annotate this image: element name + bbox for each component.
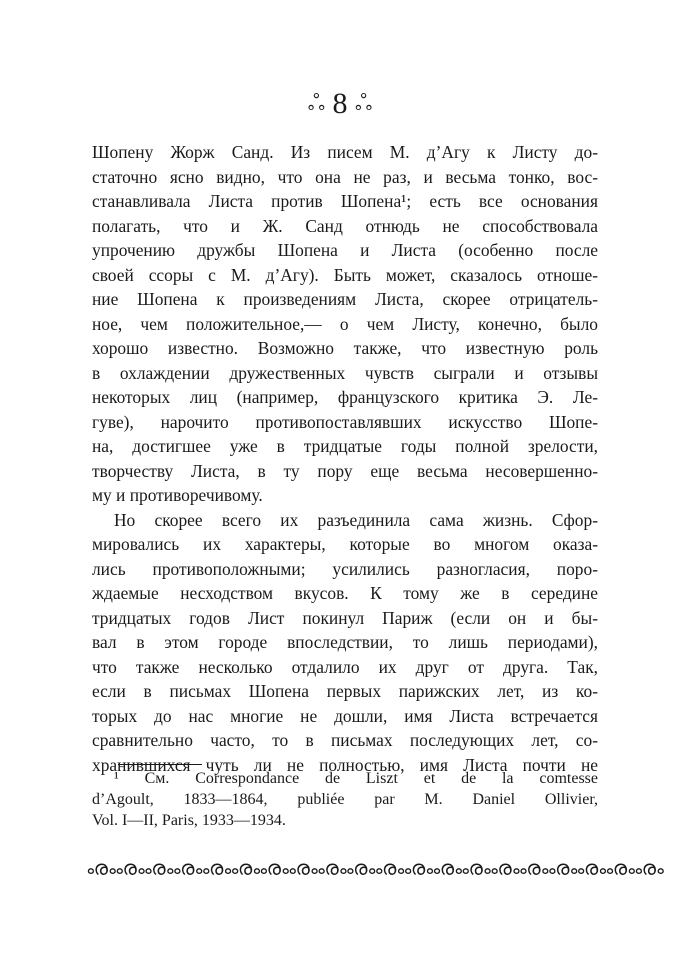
text-line: Но скорее всего их разъединила сама жизнь. Сфор- <box>114 509 598 530</box>
footnote-block <box>92 768 598 831</box>
page-number: 8 <box>332 87 348 120</box>
page-number-header <box>0 86 680 121</box>
text-line: ное, чем положительное,— о чем Листу, конечно, было <box>92 313 598 334</box>
text-line: хранившихся чуть ли не полностью, имя Листа почти не <box>92 754 598 775</box>
text-line: станавливала Листа против Шопена¹; есть все основания <box>92 191 598 211</box>
text-line: своей ссоры с М. д’Агу). Быть может, сказалось отноше- <box>92 264 598 285</box>
right-ornament-icon: ஃ <box>355 90 373 115</box>
text-line: ние Шопена к произведениям Листа, скорее отрицатель- <box>92 289 598 309</box>
text-line: вал в этом городе впоследствии, то лишь периодами), <box>92 632 598 652</box>
left-ornament-icon: ஃ <box>307 90 325 115</box>
text-line: на, достигшее уже в тридцатые годы полной зрелости, <box>92 436 598 456</box>
text-line: некоторых лиц (например, французского критика Э. Ле- <box>92 387 598 407</box>
bottom-ornament-border: ൟൟൟൟൟൟൟൟൟൟൟൟൟൟൟൟൟൟൟൟ <box>86 858 663 880</box>
text-line: гуве), нарочито противопоставлявших искусство Шопе- <box>92 411 598 432</box>
text-line: тридцатых годов Лист покинул Париж (если он и бы- <box>92 607 598 628</box>
text-line: если в письмах Шопена первых парижских лет, из ко- <box>92 681 598 701</box>
text-line: хорошо известно. Возможно также, что известную роль <box>92 338 598 358</box>
footnote-line: d’Agoult, 1833—1864, publiée par M. Daniel Ollivier, <box>92 791 598 808</box>
text-line: сравнительно часто, то в письмах последующих лет, со- <box>92 730 598 750</box>
footnote-divider <box>118 764 202 765</box>
text-line: лись противоположными; усилились разногласия, поро- <box>92 558 598 579</box>
text-line: Шопену Жорж Санд. Из писем М. д’Агу к Листу до- <box>92 142 598 162</box>
text-line: в охлаждении дружественных чувств сыграли и отзывы <box>92 362 598 383</box>
text-line: полагать, что и Ж. Санд отнюдь не способствовала <box>92 215 598 236</box>
text-line: му и противоречивому. <box>92 485 263 505</box>
text-line: статочно ясно видно, что она не раз, и весьма тонко, вос- <box>92 166 598 187</box>
body-text <box>92 140 598 777</box>
text-line: творчеству Листа, в ту пору еще весьма несовершенно- <box>92 460 598 481</box>
text-line: упрочению дружбы Шопена и Листа (особенно после <box>92 240 598 260</box>
text-line: торых до нас многие не дошли, имя Листа встречается <box>92 705 598 726</box>
text-line: что также несколько отдалило их друг от друга. Так, <box>92 656 598 677</box>
text-line: мировались их характеры, которые во многом оказа- <box>92 534 598 554</box>
footnote-line: Vol. I—II, Paris, 1933—1934. <box>92 812 286 829</box>
footnote-line: ¹ См. Correspondance de Liszt et de la comtesse <box>114 770 598 787</box>
text-line: ждаемые несходством вкусов. К тому же в середине <box>92 583 598 603</box>
